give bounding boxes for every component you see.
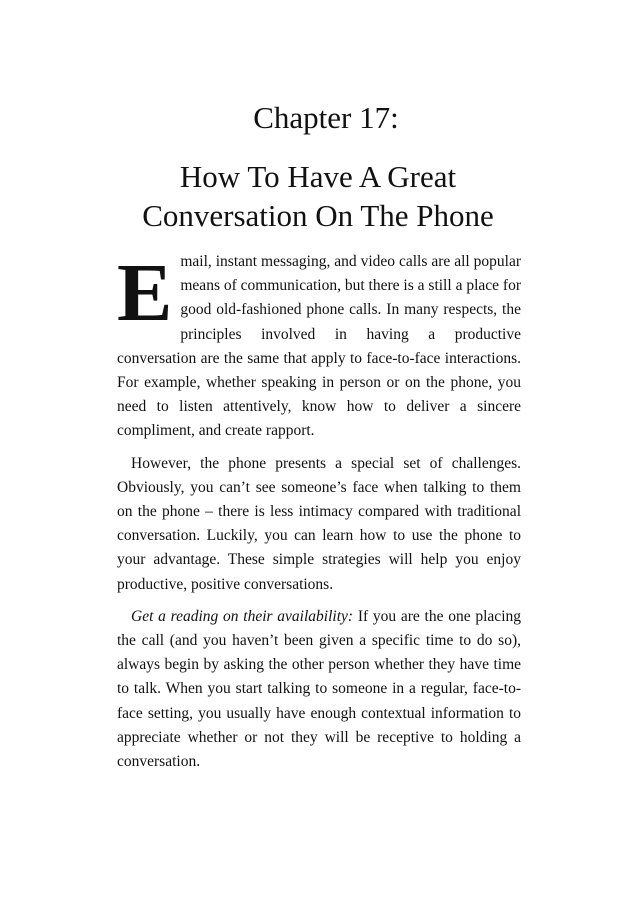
paragraph-1 xyxy=(117,246,521,444)
paragraph-3 xyxy=(117,605,521,774)
paragraph-1-text: mail, instant messaging, and video calls are all popular means of communication, but there is a still a place for good old-fashioned phone calls. In many respects, the principles involved in having a productive conversation are the same that apply to face-to-face interactions. For example, whether speaking in person or on the phone, you need to listen attentively, know how to deliver a sincere compliment, and create rapport. xyxy=(117,253,521,440)
paragraph-3-lead: Get a reading on their availability: xyxy=(131,607,354,625)
chapter-title: How To Have A Great Conversation On The Phone xyxy=(142,159,494,233)
paragraph-3-text: If you are the one placing the call (and you haven’t been given a specific time to do so), always begin by asking the other person whether they have time to talk. When you start talking to someone in a regular, face-to-face setting, you usually have enough contextual information to appreciate whether or not they will be receptive to holding a conversation. xyxy=(117,607,521,771)
drop-cap: E xyxy=(117,246,173,338)
chapter-body xyxy=(117,246,521,782)
chapter-number: Chapter 17: xyxy=(253,100,399,135)
paragraph-2: However, the phone presents a special set of challenges. Obviously, you can’t see someone’s face when talking to them on the phone – there is less intimacy compared with traditional conversation. Luckily, you can learn how to use the phone to your advantage. These simple strategies will help you enjoy productive, positive conversations. xyxy=(117,454,521,593)
